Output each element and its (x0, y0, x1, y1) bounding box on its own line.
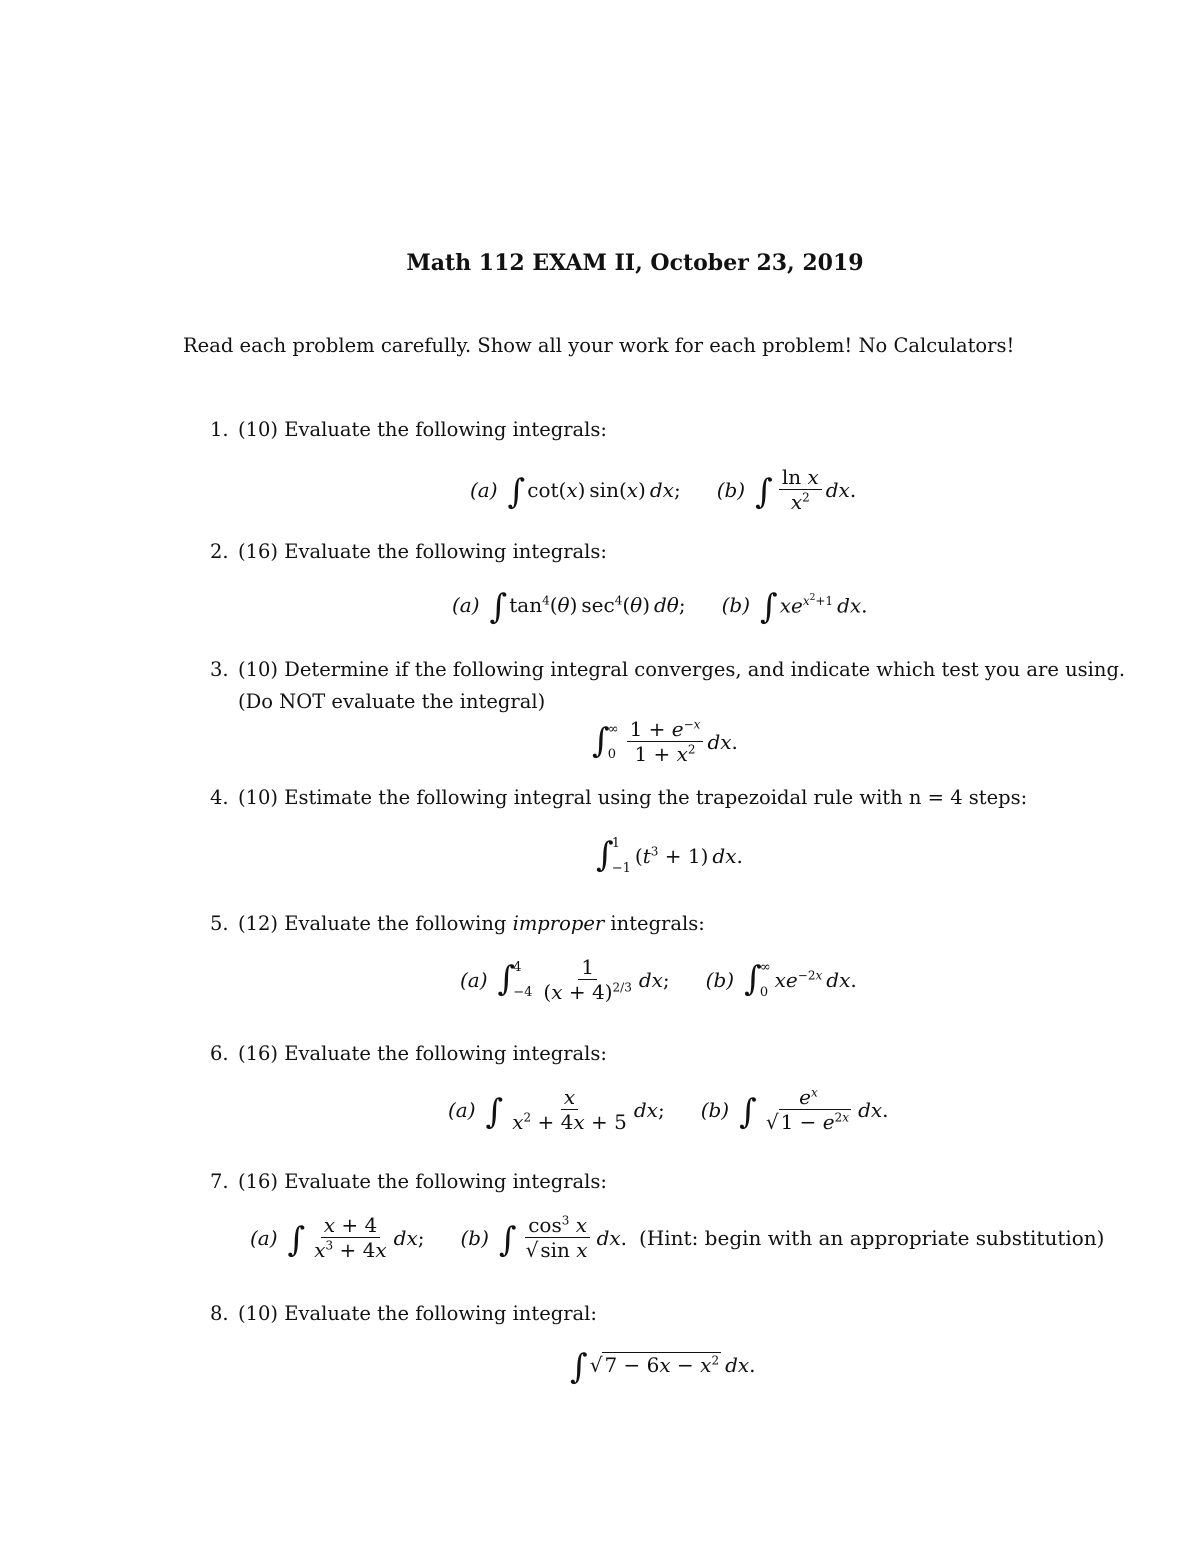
problem-2-integrals: (a) ∫ $\tan^4(\theta)$ $\sec^4(\theta)$ dθ; (b) ∫ $xe^{x^2+1}$ dx. (452, 587, 868, 627)
problem-1 (210, 418, 607, 441)
problem-1-integrals: (a) ∫ cot(x) sin(x) dx; (b) ∫ $\frac{\text{ln x}}{x^2}$ dx. (470, 465, 857, 514)
instructions: Read each problem carefully. Show all your work for each problem! No Calculators! (183, 334, 1015, 357)
part-b-label: (b) (460, 1225, 489, 1250)
problem-number: 7. (210, 1170, 229, 1193)
problem-7 (210, 1170, 607, 1193)
problem-number: 8. (210, 1302, 229, 1325)
part-a-label: (a) (452, 593, 480, 617)
problem-number: 1. (210, 418, 229, 441)
problem-3 (210, 658, 1125, 681)
part-a-label: (a) (460, 967, 488, 992)
problem-5-integrals: (a) ∫ 4 −4 $\frac{1}{(x + 4)^{2/3}}$ dx; (b) ∫ ∞ 0 $xe^{-2x}$ dx. (460, 955, 857, 1004)
part-a-label: (a) (448, 1097, 476, 1122)
problem-text: (16) Evaluate the following integrals: (238, 540, 607, 563)
part-b-label: (b) (721, 593, 751, 617)
problem-text: (10) Determine if the following integral converges, and indicate which test you are using. (238, 658, 1126, 681)
problem-8-integral: ∫ √ $7 - 6x - x^2$ dx. (570, 1347, 756, 1387)
problem-2 (210, 540, 607, 563)
problem-text: (10) Estimate the following integral using the trapezoidal rule with n = 4 steps: (238, 786, 1028, 809)
problem-text: (12) Evaluate the following (238, 912, 513, 935)
part-a-label: (a) (250, 1225, 278, 1250)
problem-number: 2. (210, 540, 229, 563)
problem-5 (210, 912, 705, 935)
problem-4-integral: ∫ 1 −1 $(t^3 + 1)$ dx. (596, 835, 743, 876)
problem-text-end: integrals: (604, 912, 705, 935)
problem-text-emphasis: improper (512, 912, 605, 935)
problem-text: (10) Evaluate the following integral: (238, 1302, 597, 1325)
problem-number: 5. (210, 912, 229, 935)
part-a-label: (a) (470, 477, 498, 502)
problem-8 (210, 1302, 597, 1325)
problem-3-integral: ∫ ∞ 0 $\frac{1 + e^{-x}}{1 + x^2}$ dx. (592, 717, 738, 766)
problem-6 (210, 1042, 607, 1065)
problem-7-integrals: (a) ∫ $\frac{x + 4}{x^3 + 4x}$ dx; (b) ∫ $\frac{\cos^3 x}{\text{√ sin x}}$ dx. (Hint: begin with an appropriate substitution) (250, 1213, 1105, 1262)
problem-4 (210, 786, 1027, 809)
problem-text: (16) Evaluate the following integrals: (238, 1042, 607, 1065)
problem-number: 4. (210, 786, 229, 809)
problem-number: 6. (210, 1042, 229, 1065)
part-b-label: (b) (700, 1097, 730, 1122)
problem-number: 3. (210, 658, 229, 681)
page-title: Math 112 EXAM II, October 23, 2019 (406, 250, 864, 276)
part-b-label: (b) (705, 967, 735, 992)
problem-3-note: (Do NOT evaluate the integral) (238, 690, 546, 713)
hint-text: (Hint: begin with an appropriate substitution) (639, 1225, 1105, 1250)
problem-text: (10) Evaluate the following integrals: (238, 418, 607, 441)
problem-text: (16) Evaluate the following integrals: (238, 1170, 607, 1193)
part-b-label: (b) (716, 477, 746, 502)
problem-6-integrals: (a) ∫ $\frac{x}{x^2 + 4x + 5}$ dx; (b) ∫ $\frac{e^x}{√ 1 - e^{2x}}$ dx. (448, 1085, 889, 1134)
